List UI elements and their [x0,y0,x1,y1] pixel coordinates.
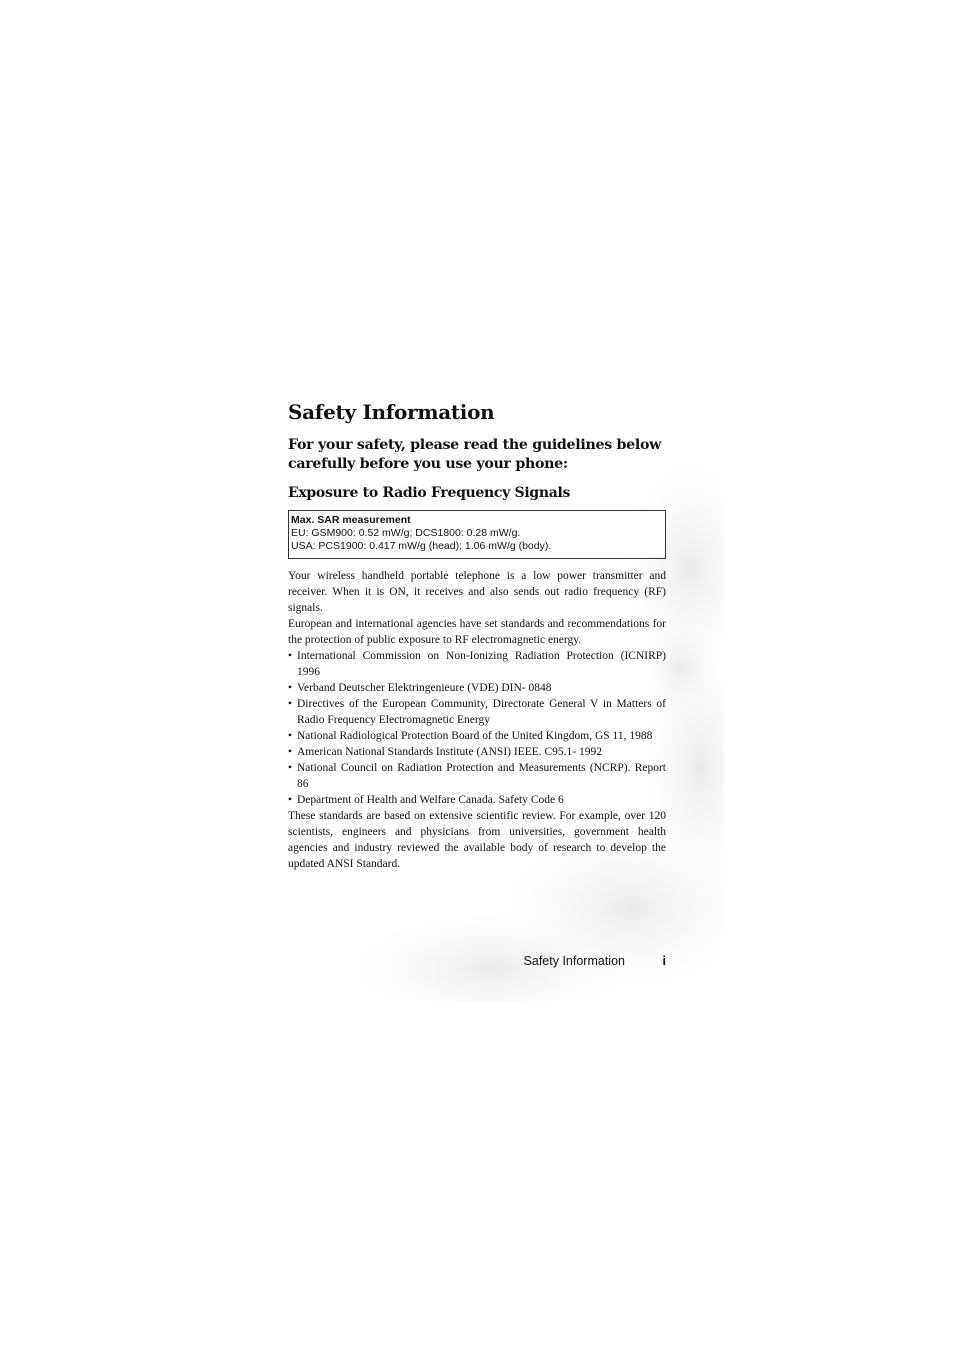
bullet: • [288,794,293,806]
sar-measurement-box [288,510,666,559]
bullet: • [288,730,293,742]
bullet: • [288,682,293,694]
list-item: • American National Standards Institute (ANSI) IEEE. C95.1- 1992 [288,746,603,758]
footer-label: Safety Information [523,954,625,968]
bullet: • [288,698,293,710]
list-item: • National Radiological Protection Board of the United Kingdom, GS 11, 1988 [288,730,653,742]
list-item: • Department of Health and Welfare Canada. Safety Code 6 [288,794,564,806]
lead-paragraph: For your safety, please read the guidelines below carefully before you use your phone: [288,437,662,472]
list-item: • Directives of the European Community, Directorate General V in Matters of Radio Frequency Electromagnetic Energy [288,698,666,726]
page-title: Safety Information [288,400,495,424]
bullet: • [288,762,293,774]
page-number: i [662,954,666,968]
list-item: • Verband Deutscher Elektringenieure (VDE) DIN- 0848 [288,682,552,694]
list-item: • National Council on Radiation Protection and Measurements (NCRP). Report 86 [288,762,666,790]
section-title: Exposure to Radio Frequency Signals [288,485,571,501]
sar-line-usa: USA: PCS1900: 0.417 mW/g (head); 1.06 mW/g (body). [291,540,552,552]
review-paragraph: These standards are based on extensive scientific review. For example, over 120 scientists, engineers and physicians from universities, government health agencies and industry reviewed the available body of research to develop the updated ANSI Standard. [288,810,666,870]
document-page [230,348,724,1002]
bullet: • [288,746,293,758]
main-content [288,400,666,872]
agencies-paragraph: European and international agencies have set standards and recommendations for the protection of public exposure to RF electromagnetic energy. [288,618,666,646]
list-item: • International Commission on Non-Ionizing Radiation Protection (ICNIRP) 1996 [288,650,666,678]
bullet: • [288,650,293,662]
sar-line-eu: EU: GSM900: 0.52 mW/g; DCS1800: 0.28 mW/g. [291,527,521,539]
intro-paragraph: Your wireless handheld portable telephone is a low power transmitter and receiver. When it is ON, it receives and also sends out radio frequency (RF) signals. [288,570,666,614]
sar-title: Max. SAR measurement [291,514,411,526]
standards-list [288,648,666,808]
